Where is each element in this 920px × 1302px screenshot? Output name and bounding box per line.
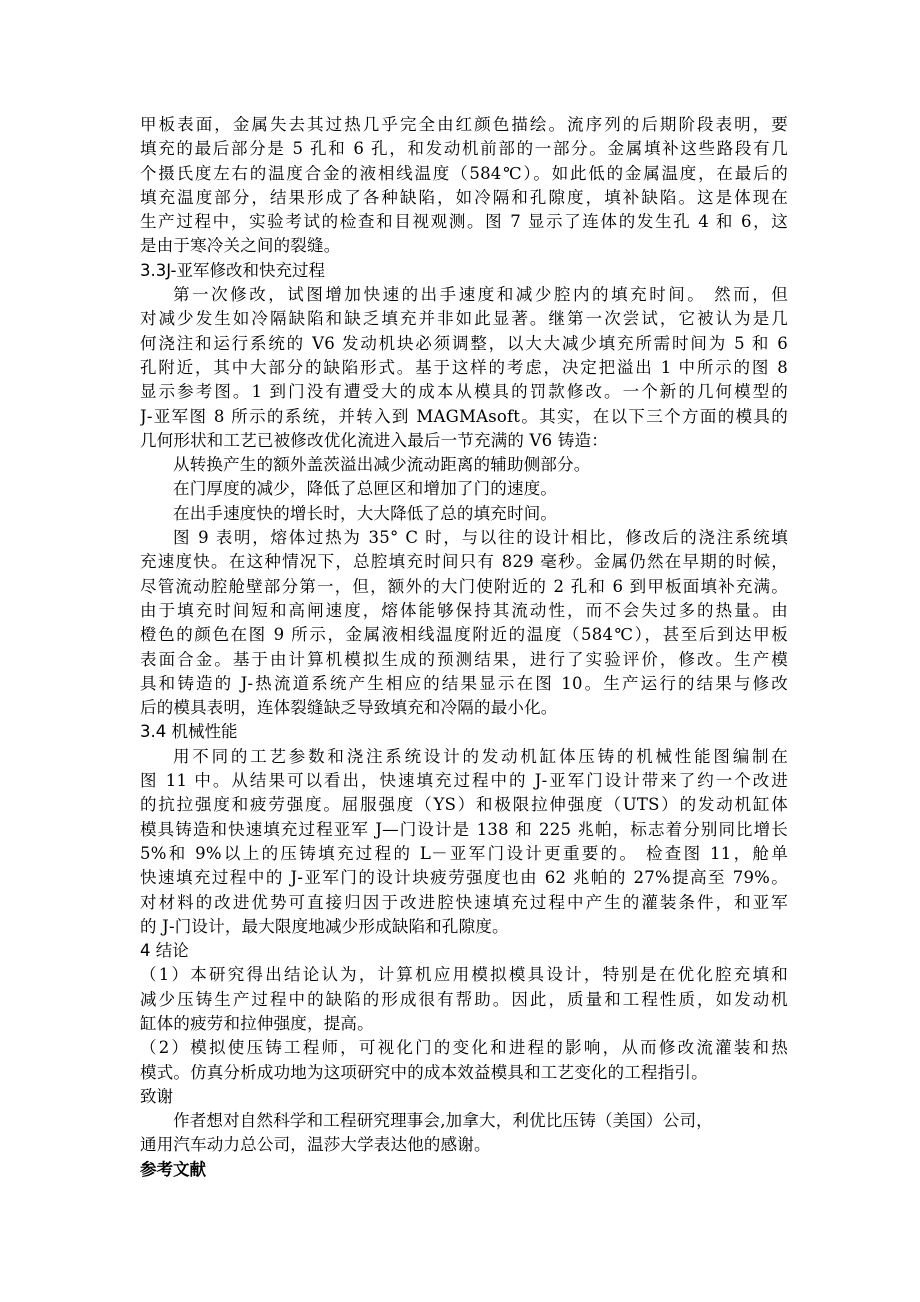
text-line: 充速度快。在这种情况下，总腔填充时间只有 829 毫秒。金属仍然在早期的时候， (140, 552, 788, 572)
section-3-3-body (140, 283, 788, 720)
list-item: 在出手速度快的增长时，大大降低了总的填充时间。 (173, 503, 558, 523)
text-line: 对减少发生如冷隔缺陷和缺乏填充并非如此显著。继第一次尝试，它被认为是几 (140, 309, 788, 329)
list-item: 从转换产生的额外盖茨溢出减少流动距离的辅助侧部分。 (173, 455, 591, 475)
text-line: 模式。仿真分析成功地为这项研究中的成本效益模具和工艺变化的工程指引。 (140, 1062, 708, 1082)
text-line: 后的模具表明，连体裂缝缺乏导致填充和冷隔的最小化。 (140, 698, 558, 718)
section-heading-4: 4 结论 (140, 941, 189, 961)
text-line: 减少压铸生产过程中的缺陷的形成很有帮助。因此，质量和工程性质，如发动机 (140, 989, 788, 1009)
text-line: 由于填充时间短和高闸速度，熔体能够保持其流动性，而不会失过多的热量。由 (140, 600, 788, 620)
text-line: 生产过程中，实验考试的检查和目视观测。图 7 显示了连体的发生孔 4 和 6，这 (140, 212, 788, 232)
text-line: 图 9 表明，熔体过热为 35° C 时，与以往的设计相比，修改后的浇注系统填 (173, 528, 788, 548)
text-line: 填充的最后部分是 5 孔和 6 孔，和发动机前部的一部分。金属填补这些路段有几 (140, 139, 788, 159)
references-heading: 参考文献 (140, 1159, 206, 1179)
text-line: 表面合金。基于由计算机模拟生成的预测结果，进行了实验评价，修改。生产模 (140, 649, 788, 669)
text-line: 第一次修改，试图增加快速的出手速度和减少腔内的填充时间。 然而，但 (173, 285, 788, 305)
text-line: 填充温度部分，结果形成了各种缺陷，如冷隔和孔隙度，填补缺陷。这是体现在 (140, 187, 788, 207)
acknowledgement-body (140, 1109, 788, 1158)
text-line: 个摄氏度左右的温度合金的液相线温度（584℃）。如此低的金属温度，在最后的 (140, 163, 788, 183)
text-line: 具和铸造的 J-热流道系统产生相应的结果显示在图 10。生产运行的结果与修改 (140, 673, 788, 693)
intro-paragraph (140, 113, 788, 259)
text-line: 5%和 9%以上的压铸填充过程的 L－亚军门设计更重要的。 检查图 11，舱单 (140, 843, 788, 863)
text-line: 对材料的改进优势可直接归因于改进腔快速填充过程中产生的灌装条件，和亚军 (140, 892, 788, 912)
text-line: 的抗拉强度和疲劳强度。屈服强度（YS）和极限拉伸强度（UTS）的发动机缸体 (140, 795, 788, 815)
text-line: 作者想对自然科学和工程研究理事会,加拿大，利优比压铸（美国）公司， (173, 1111, 713, 1131)
section-heading-3-3: 3.3J-亚军修改和快充过程 (140, 260, 325, 280)
text-line: 尽管流动腔舱壁部分第一，但，额外的大门使附近的 2 孔和 6 到甲板面填补充满。 (140, 576, 788, 596)
text-line: 几何形状和工艺已被修改优化流进入最后一节充满的 V6 铸造： (140, 430, 608, 450)
text-line: （2）模拟使压铸工程师，可视化门的变化和进程的影响，从而修改流灌装和热 (140, 1038, 788, 1058)
text-line: J-亚军图 8 所示的系统，并转入到 MAGMAsoft。其实，在以下三个方面的模具的 (140, 406, 788, 426)
list-item: 在门厚度的减少，降低了总匣区和增加了门的速度。 (173, 479, 558, 499)
text-line: 快速填充过程中的 J-亚军门的设计块疲劳强度也由 62 兆帕的 27%提高至 79%。 (140, 868, 788, 888)
text-line: 图 11 中。从结果可以看出，快速填充过程中的 J-亚军门设计带来了约一个改进 (140, 771, 788, 791)
text-line: 显示参考图。1 到门没有遭受大的成本从模具的罚款修改。一个新的几何模型的 (140, 382, 788, 402)
text-line: 用不同的工艺参数和浇注系统设计的发动机缸体压铸的机械性能图编制在 (173, 746, 788, 766)
text-line: 通用汽车动力总公司，温莎大学表达他的感谢。 (140, 1135, 491, 1155)
section-heading-3-4: 3.4 机械性能 (140, 722, 238, 742)
text-line: 模具铸造和快速填充过程亚军 J—门设计是 138 和 225 兆帕，标志着分别同比增长 (140, 819, 788, 839)
text-line: 橙色的颜色在图 9 所示，金属液相线温度附近的温度（584℃），甚至后到达甲板 (140, 625, 788, 645)
text-line: 甲板表面，金属失去其过热几乎完全由红颜色描绘。流序列的后期阶段表明，要 (140, 115, 788, 134)
text-line: 缸体的疲劳和拉伸强度，提高。 (140, 1013, 374, 1033)
text-line: 孔附近，其中大部分的缺陷形式。基于这样的考虑，决定把溢出 1 中所示的图 8 (140, 357, 788, 377)
text-line: 的 J-门设计，最大限度地减少形成缺陷和孔隙度。 (140, 916, 509, 936)
acknowledgement-heading: 致谢 (140, 1086, 173, 1106)
document-page (140, 113, 788, 1182)
text-line: 何浇注和运行系统的 V6 发动机块必须调整，以大大减少填充所需时间为 5 和 6 (140, 333, 788, 353)
section-3-4-body (140, 745, 788, 939)
text-line: （1）本研究得出结论认为，计算机应用模拟模具设计，特别是在优化腔充填和 (140, 965, 788, 985)
section-4-body (140, 963, 788, 1084)
text-line: 是由于寒冷关之间的裂缝。 (140, 236, 341, 256)
